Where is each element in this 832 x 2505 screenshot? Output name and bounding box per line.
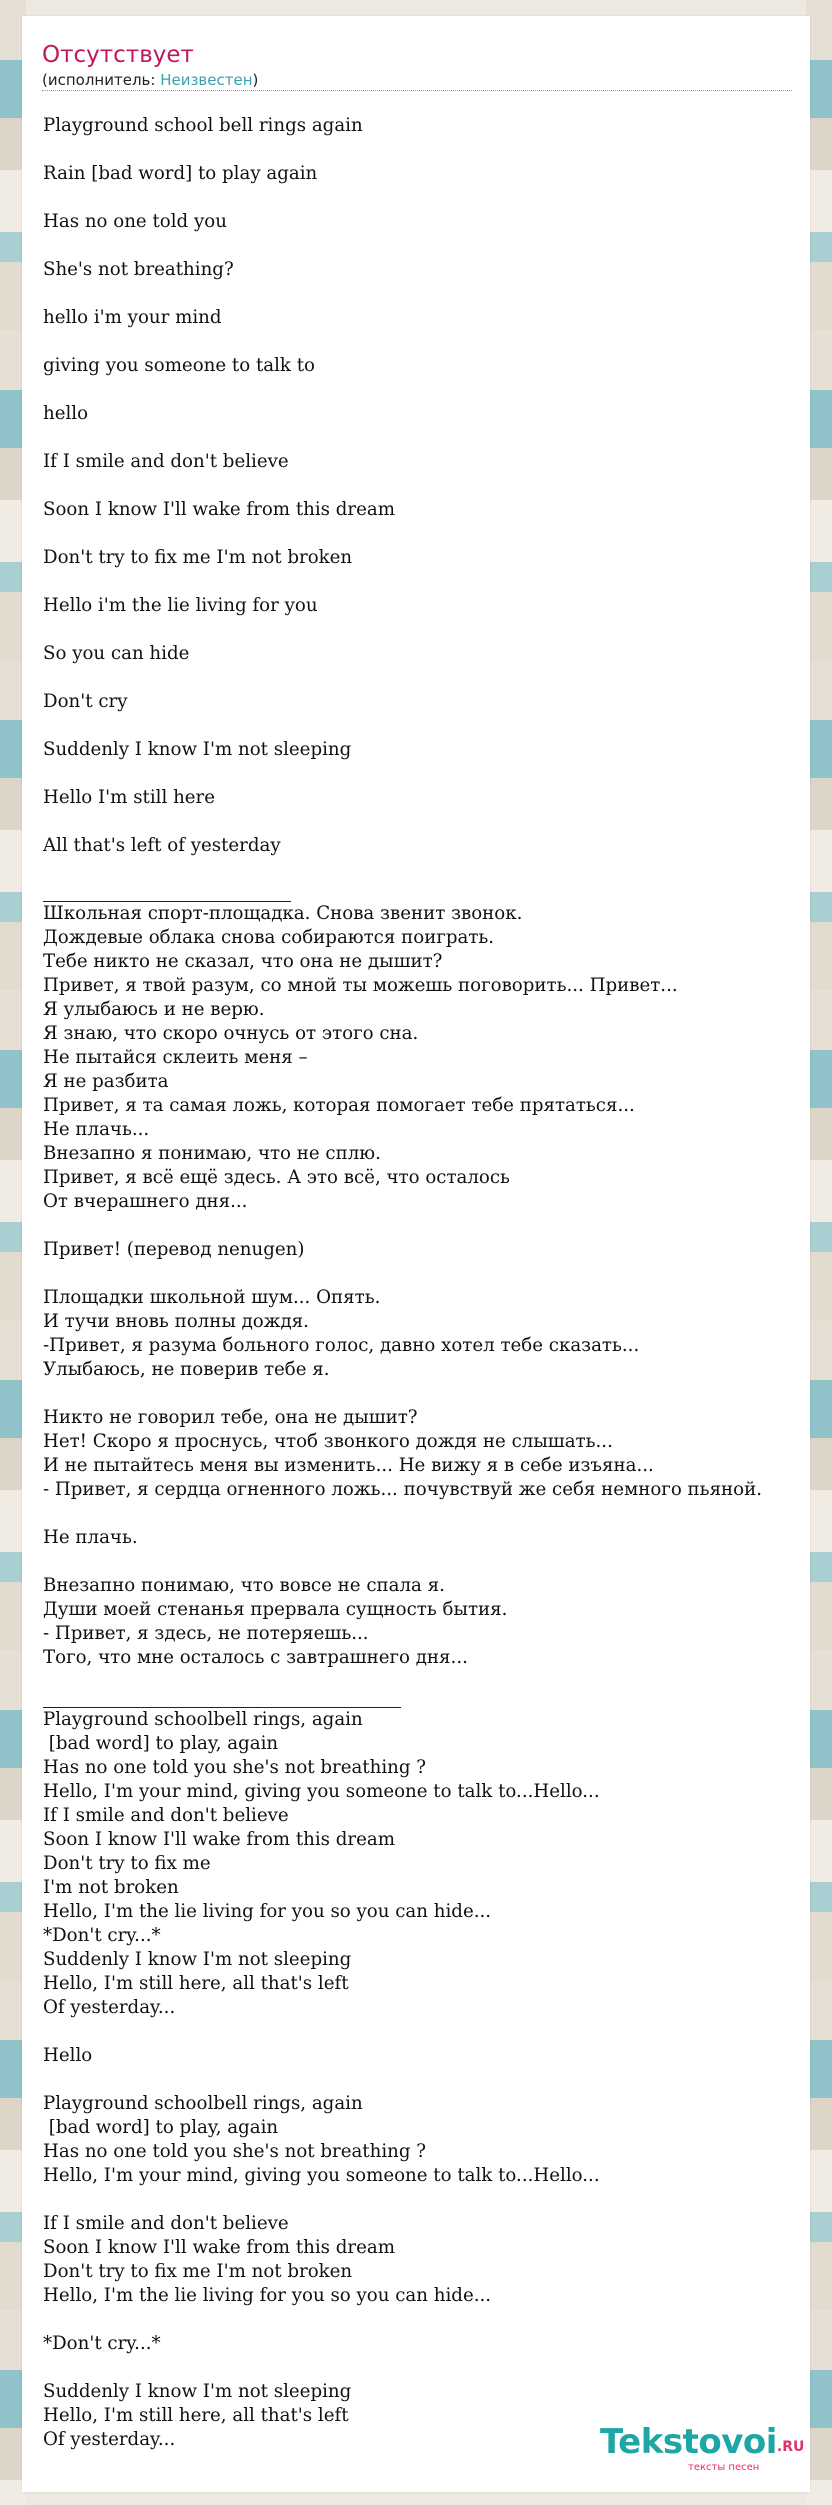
artist-link[interactable]: Неизвестен [160,71,253,89]
artist-line [42,70,258,90]
separator-line [43,1693,401,1708]
lyrics-version-2: Playground schoolbell rings, again [bad word] to play, again Has no one told you she's not breathing ? Hello, I'm your mind, giving you someone to talk to...Hello... If I smile and don't believe Soon I know I'll wake from this dream Don't try to fix me I'm not broken Hello, I'm the lie living for you so you can hide... *Don't cry...* Suddenly I know I'm not sleeping Hello, I'm still here, all that's left Of yesterday... Hello Playground schoolbell rings, again [bad word] to play, again Has no one told you she's not breathing ? Hello, I'm your mind, giving you someone to talk to...Hello... If I smile and don't believe Soon I know I'll wake from this dream Don't try to fix me I'm not broken Hello, I'm the lie living for you so you can hide... *Don't cry...* Suddenly I know I'm not sleeping Hello, I'm still here, all that's left Of yesterday... [43,1709,600,2450]
dotted-divider [42,90,792,91]
logo-name: Tekstovoi [600,2422,777,2462]
artist-suffix: ) [252,71,259,89]
logo-tagline: тексты песен [688,2462,760,2473]
lyrics-body [43,102,832,2452]
lyrics-translation: Школьная спорт-площадка. Снова звенит звонок. Дождевые облака снова собираются поиграть. Тебе никто не сказал, что она не дышит? Привет, я твой разум, со мной ты можешь поговорить... Привет... Я улыбаюсь и не верю. Я знаю, что скоро очнусь от этого сна. Не пытайся склеить меня – Я не разбита Привет, я та самая ложь, которая помогает тебе прятаться... Не плачь... Внезапно я понимаю, что не сплю. Привет, я всё ещё здесь. А это всё, что осталось От вчерашнего дня... Привет! (перевод nenugen) Площадки школьной шум... Опять. И тучи вновь полны дождя. -Привет, я разума больного голос, давно хотел тебе сказать... Улыбаюсь, не поверив тебе я. Никто не говорил тебе, она не дышит? Нет! Скоро я проснусь, чтоб звонкого дождя не слышать... И не пытайтесь меня вы изменить... Не вижу я в себе изъяна... - Привет, я сердца огненного ложь... почувствуй же себя немного пьяной. Не плачь. Внезапно понимаю, что вовсе не спала я. Души моей стенанья прервала сущность бытия. - Привет, я здесь, не потеряешь... Того, что мне осталось с завтрашнего дня... [43,903,763,1668]
logo-tld: .RU [776,2439,805,2455]
site-logo[interactable] [600,2422,805,2473]
lyrics-original: Playground school bell rings again Rain [bad word] to play again Has no one told you She's not breathing? hello i'm your mind giving you someone to talk to hello If I smile and don't believe Soon I know I'll wake from this dream Don't try to fix me I'm not broken Hello i'm the lie living for you So you can hide Don't cry Suddenly I know I'm not sleeping Hello I'm still here All that's left of yesterday [43,115,395,856]
artist-prefix: (исполнитель: [42,71,161,89]
song-title: Отсутствует [42,42,194,68]
separator-line [43,887,291,902]
